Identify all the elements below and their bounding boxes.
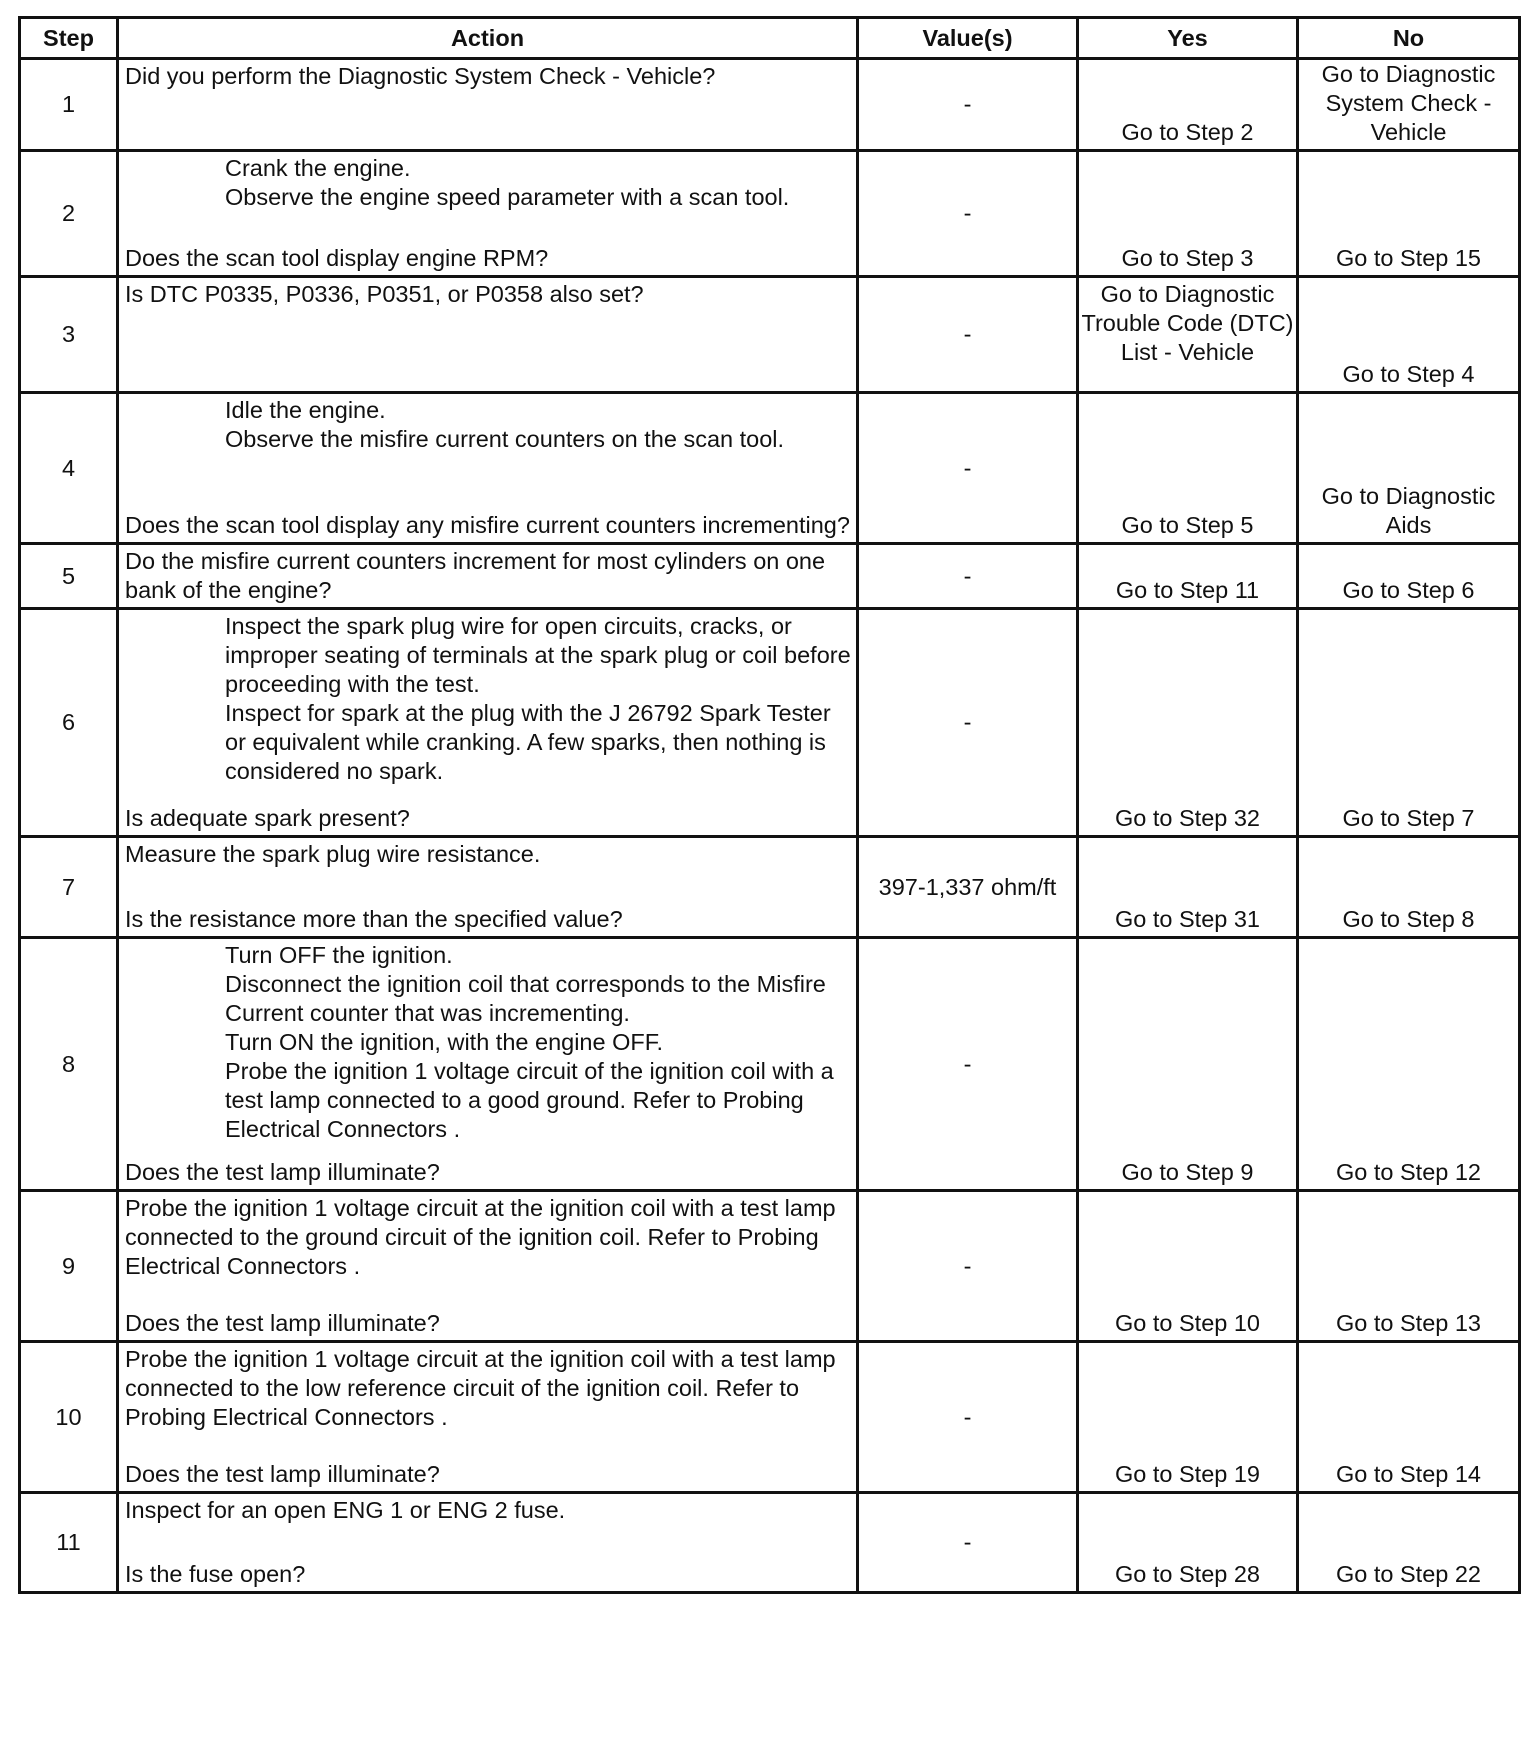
no-cell: Go to Step 7: [1298, 609, 1520, 837]
instruction-item: Observe the misfire current counters on the scan tool.: [225, 426, 785, 452]
table-row: [20, 609, 1520, 837]
value-cell: 397-1,337 ohm/ft: [858, 837, 1078, 938]
value-cell: -: [858, 277, 1078, 393]
action-text: Did you perform the Diagnostic System Check - Vehicle?: [125, 63, 716, 89]
step-number: 1: [20, 59, 118, 151]
yes-cell: Go to Step 28: [1078, 1493, 1298, 1593]
instruction-item: Inspect for spark at the plug with the J 26792 Spark Tester or equivalent while cranking. A few sparks, then nothing is considered no spark.: [225, 700, 831, 784]
action-cell: [118, 609, 858, 837]
yes-cell: Go to Step 5: [1078, 393, 1298, 544]
table-row: [20, 393, 1520, 544]
yes-cell: Go to Step 31: [1078, 837, 1298, 938]
no-cell: Go to Diagnostic Aids: [1298, 393, 1520, 544]
no-cell: Go to Step 12: [1298, 938, 1520, 1191]
value-cell: -: [858, 393, 1078, 544]
value-cell: -: [858, 59, 1078, 151]
instruction-item: Turn ON the ignition, with the engine OFF.: [225, 1029, 664, 1055]
value-cell: -: [858, 1342, 1078, 1493]
action-cell: [118, 59, 858, 151]
header-yes: Yes: [1078, 18, 1298, 59]
value-cell: -: [858, 938, 1078, 1191]
step-number: 10: [20, 1342, 118, 1493]
header-step: Step: [20, 18, 118, 59]
value-cell: -: [858, 609, 1078, 837]
table-row: [20, 59, 1520, 151]
table-row: [20, 544, 1520, 609]
action-cell: [118, 1342, 858, 1493]
step-number: 11: [20, 1493, 118, 1593]
header-row: [20, 18, 1520, 59]
no-cell: Go to Step 13: [1298, 1191, 1520, 1342]
yes-cell: Go to Diagnostic Trouble Code (DTC) List - Vehicle: [1078, 277, 1298, 393]
table-header: [20, 18, 1520, 59]
no-cell: Go to Step 4: [1298, 277, 1520, 393]
step-number: 9: [20, 1191, 118, 1342]
action-cell: [118, 1493, 858, 1593]
header-values: Value(s): [858, 18, 1078, 59]
action-cell: [118, 393, 858, 544]
instruction-item: Inspect the spark plug wire for open circuits, cracks, or improper seating of terminals at the spark plug or coil before proceeding with the test.: [225, 613, 851, 697]
step-number: 6: [20, 609, 118, 837]
instruction-item: Probe the ignition 1 voltage circuit of the ignition coil with a test lamp connected to a good ground. Refer to Probing Electrical Connectors .: [225, 1058, 834, 1142]
yes-cell: Go to Step 10: [1078, 1191, 1298, 1342]
action-question: Does the test lamp illuminate?: [125, 1310, 440, 1336]
table-row: [20, 1493, 1520, 1593]
table-row: [20, 938, 1520, 1191]
value-cell: -: [858, 1191, 1078, 1342]
table-row: [20, 277, 1520, 393]
action-text: Measure the spark plug wire resistance.: [125, 841, 541, 867]
yes-cell: Go to Step 19: [1078, 1342, 1298, 1493]
action-text: Do the misfire current counters increment for most cylinders on one bank of the engine?: [125, 548, 826, 603]
diagnostic-table: [18, 16, 1521, 1594]
action-text: Is DTC P0335, P0336, P0351, or P0358 also set?: [125, 281, 644, 307]
table-row: [20, 837, 1520, 938]
step-number: 3: [20, 277, 118, 393]
instruction-item: Idle the engine.: [225, 397, 386, 423]
action-cell: [118, 544, 858, 609]
table-row: [20, 1191, 1520, 1342]
instruction-item: Observe the engine speed parameter with a scan tool.: [225, 184, 790, 210]
instruction-item: Crank the engine.: [225, 155, 411, 181]
step-number: 4: [20, 393, 118, 544]
no-cell: Go to Step 14: [1298, 1342, 1520, 1493]
table-row: [20, 151, 1520, 277]
action-question: Is adequate spark present?: [125, 805, 410, 831]
step-number: 2: [20, 151, 118, 277]
action-cell: [118, 1191, 858, 1342]
instruction-item: Turn OFF the ignition.: [225, 942, 453, 968]
value-cell: -: [858, 544, 1078, 609]
action-cell: [118, 151, 858, 277]
value-cell: -: [858, 1493, 1078, 1593]
no-cell: Go to Diagnostic System Check - Vehicle: [1298, 59, 1520, 151]
no-cell: Go to Step 8: [1298, 837, 1520, 938]
value-cell: -: [858, 151, 1078, 277]
header-action: Action: [118, 18, 858, 59]
table-row: [20, 1342, 1520, 1493]
action-question: Does the test lamp illuminate?: [125, 1461, 440, 1487]
step-number: 7: [20, 837, 118, 938]
action-text: Probe the ignition 1 voltage circuit at the ignition coil with a test lamp connected to the ground circuit of the ignition coil. Refer to Probing Electrical Connectors .: [125, 1195, 836, 1279]
header-no: No: [1298, 18, 1520, 59]
action-cell: [118, 277, 858, 393]
action-text: Probe the ignition 1 voltage circuit at the ignition coil with a test lamp connected to the low reference circuit of the ignition coil. Refer to Probing Electrical Connectors .: [125, 1346, 836, 1430]
action-question: Does the scan tool display any misfire current counters incrementing?: [125, 512, 850, 538]
yes-cell: Go to Step 32: [1078, 609, 1298, 837]
step-number: 5: [20, 544, 118, 609]
yes-cell: Go to Step 3: [1078, 151, 1298, 277]
no-cell: Go to Step 22: [1298, 1493, 1520, 1593]
yes-cell: Go to Step 11: [1078, 544, 1298, 609]
action-question: Is the resistance more than the specified value?: [125, 906, 623, 932]
yes-cell: Go to Step 9: [1078, 938, 1298, 1191]
action-cell: [118, 938, 858, 1191]
step-number: 8: [20, 938, 118, 1191]
action-text: Inspect for an open ENG 1 or ENG 2 fuse.: [125, 1497, 566, 1523]
yes-cell: Go to Step 2: [1078, 59, 1298, 151]
no-cell: Go to Step 15: [1298, 151, 1520, 277]
no-cell: Go to Step 6: [1298, 544, 1520, 609]
action-question: Does the scan tool display engine RPM?: [125, 245, 549, 271]
action-question: Is the fuse open?: [125, 1561, 306, 1587]
table-body: [20, 59, 1520, 1593]
action-question: Does the test lamp illuminate?: [125, 1159, 440, 1185]
instruction-item: Disconnect the ignition coil that corresponds to the Misfire Current counter that was incrementing.: [225, 971, 826, 1026]
action-cell: [118, 837, 858, 938]
